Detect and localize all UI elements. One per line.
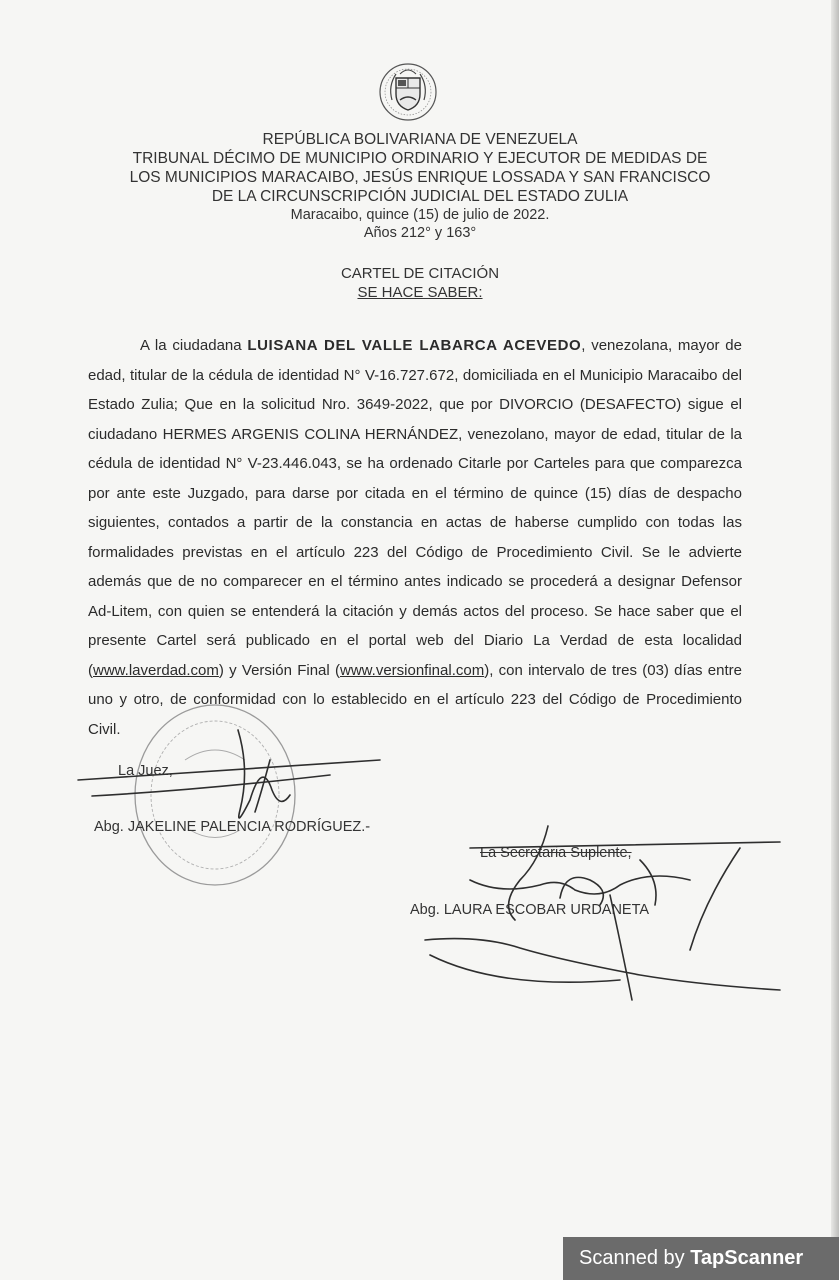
versionfinal-link[interactable]: www.versionfinal.com [339,661,485,679]
laverdad-link[interactable]: www.laverdad.com [93,661,219,679]
judge-name: Abg. JAKELINE PALENCIA RODRÍGUEZ.- [94,819,371,835]
secretary-name: Abg. LAURA ESCOBAR URDANETA [410,902,650,918]
header-date: Maracaibo, quince (15) de julio de 2022. [290,207,550,223]
body-intro: A la ciudadana [140,337,242,354]
body-part-3: ), con intervalo de tres (03) días entre uno y otro, de conformidad con lo establecido en el artículo 223 del Código de Procedimiento Civil. [88,661,742,738]
header-municipalities: LOS MUNICIPIOS MARACAIBO, JESÚS ENRIQUE LOSSADA Y SAN FRANCISCO [129,169,711,186]
watermark-brand: TapScanner [690,1247,804,1269]
watermark-prefix: Scanned by [579,1247,691,1269]
notice-body [88,331,742,744]
header-years: Años 212° y 163° [363,225,477,241]
header-circumscription: DE LA CIRCUNSCRIPCIÓN JUDICIAL DEL ESTADO ZULIA [211,188,629,205]
header-tribunal: TRIBUNAL DÉCIMO DE MUNICIPIO ORDINARIO Y EJECUTOR DE MEDIDAS DE [132,150,708,167]
body-part-2: ) y Versión Final ( [218,661,340,679]
notice-subheading: SE HACE SABER: [357,284,483,301]
notice-heading: CARTEL DE CITACIÓN [340,265,500,282]
header-republic: REPÚBLICA BOLIVARIANA DE VENEZUELA [262,131,578,148]
body-part-1: , venezolana, mayor de edad, titular de la cédula de identidad N° V-16.727.672, domiciliada en el Municipio Maracaibo del Estado Zulia; Que en la solicitud Nro. 3649-2022, que por DIVORCIO (DESAFECTO) sigue el ciudadano HERMES ARGENIS COLINA HERNÁNDEZ, venezolano, mayor de edad, titular de la cédula de identidad N° V-23.446.043, se ha ordenado Citarle por Carteles para que comparezca por ante este Juzgado, para darse por citada en el término de quince (15) días de despacho siguientes, contados a partir de la constancia en actas de haberse cumplido con todas las formalidades previstas en el artículo 223 del Código de Procedimiento Civil. Se le advierte además que de no comparecer en el término antes indicado se procederá a designar Defensor Ad-Litem, con quien se entenderá la citación y demás actos del proceso. Se hace saber que el presente Cartel será publicado en el portal web del Diario La Verdad de esta localidad ( [88,337,742,679]
secretary-title: La Secretaria Suplente, [480,845,632,861]
citizen-name: LUISANA DEL VALLE LABARCA ACEVEDO [247,337,582,354]
notice-title [200,264,640,302]
court-stamp [130,700,300,890]
notice-paragraph [88,331,742,744]
court-header [60,130,780,242]
scanner-watermark [563,1237,839,1280]
scan-edge-shadow [831,0,839,1280]
judge-title: La Juez, [118,763,173,779]
coat-of-arms-seal [378,60,438,124]
